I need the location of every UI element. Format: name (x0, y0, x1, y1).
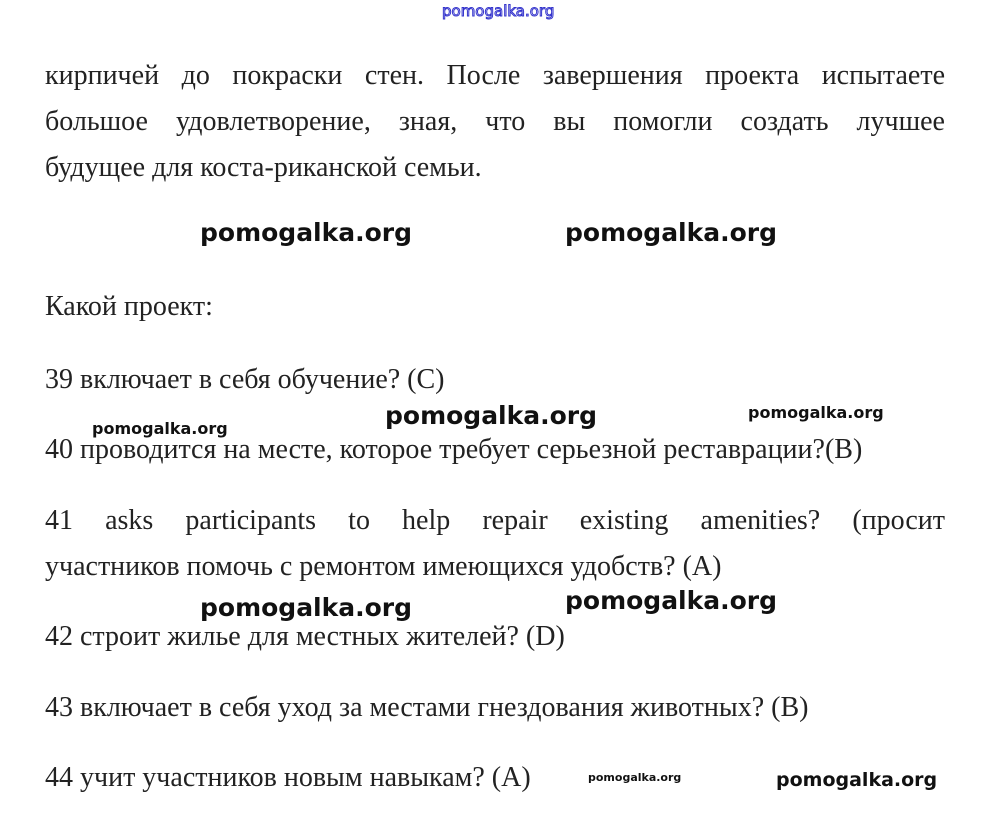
paragraph-line: большое удовлетворение, зная, что вы помогли создать лучшее (45, 106, 945, 137)
watermark: pomogalka.org (776, 769, 938, 791)
question-40: 40 проводится на месте, которое требует серьезной реставрации?(B) (45, 434, 863, 465)
header-watermark: pomogalka.org (442, 2, 555, 20)
watermark: pomogalka.org (385, 401, 598, 430)
watermark: pomogalka.org (200, 593, 413, 622)
paragraph-line: кирпичей до покраски стен. После завершения проекта испытаете (45, 60, 945, 91)
question-44: 44 учит участников новым навыкам? (A) (45, 762, 531, 793)
question-41: 41 asks participants to help repair existing amenities? (просит (45, 505, 945, 536)
paragraph-line: будущее для коста-риканской семьи. (45, 152, 482, 183)
question-39: 39 включает в себя обучение? (C) (45, 364, 445, 395)
watermark: pomogalka.org (565, 586, 778, 615)
question-intro: Какой проект: (45, 291, 213, 322)
question-43: 43 включает в себя уход за местами гнездования животных? (B) (45, 692, 809, 723)
watermark: pomogalka.org (200, 218, 413, 247)
question-41-cont: участников помочь с ремонтом имеющихся удобств? (A) (45, 551, 722, 582)
watermark: pomogalka.org (748, 403, 884, 422)
watermark: pomogalka.org (588, 771, 682, 784)
watermark: pomogalka.org (92, 419, 228, 438)
watermark: pomogalka.org (565, 218, 778, 247)
question-42: 42 строит жилье для местных жителей? (D) (45, 621, 565, 652)
